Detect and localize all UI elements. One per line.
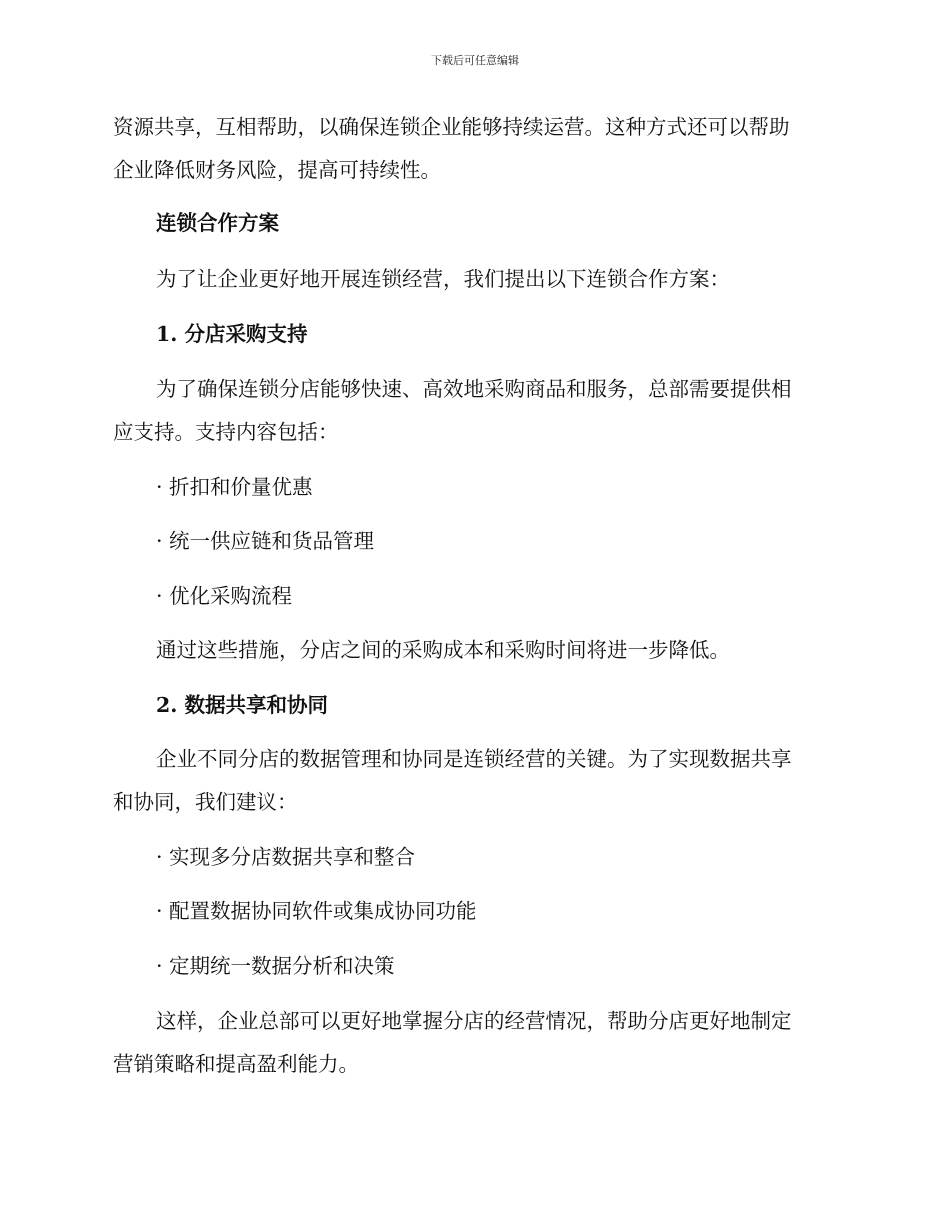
paragraph-line: 企业降低财务风险，提高可持续性。	[113, 158, 441, 182]
paragraph-line: 通过这些措施，分店之间的采购成本和采购时间将进一步降低。	[156, 638, 730, 662]
list-item: · 配置数据协同软件或集成协同功能	[156, 899, 477, 923]
paragraph-line: 企业不同分店的数据管理和协同是连锁经营的关键。为了实现数据共享	[156, 747, 792, 771]
list-item: · 折扣和价量优惠	[156, 475, 313, 499]
section-heading-plan: 连锁合作方案	[156, 211, 279, 235]
list-item: · 统一供应链和货品管理	[156, 529, 375, 553]
paragraph-line: 营销策略和提高盈利能力。	[113, 1052, 359, 1076]
paragraph-line: 为了确保连锁分店能够快速、高效地采购商品和服务，总部需要提供相	[156, 377, 792, 401]
subsection-heading-2: 2. 数据共享和协同	[156, 693, 329, 717]
paragraph-line: 和协同，我们建议：	[113, 790, 298, 814]
paragraph-line: 资源共享，互相帮助，以确保连锁企业能够持续运营。这种方式还可以帮助	[113, 115, 790, 139]
list-item: · 优化采购流程	[156, 584, 293, 608]
page-header: 下载后可任意编辑	[431, 54, 519, 67]
paragraph-line: 这样，企业总部可以更好地掌握分店的经营情况，帮助分店更好地制定	[156, 1009, 792, 1033]
paragraph-line: 应支持。支持内容包括：	[113, 420, 339, 444]
subsection-heading-1: 1. 分店采购支持	[156, 322, 308, 346]
list-item: · 定期统一数据分析和决策	[156, 954, 395, 978]
list-item: · 实现多分店数据共享和整合	[156, 845, 416, 869]
paragraph-line: 为了让企业更好地开展连锁经营，我们提出以下连锁合作方案：	[156, 267, 730, 291]
